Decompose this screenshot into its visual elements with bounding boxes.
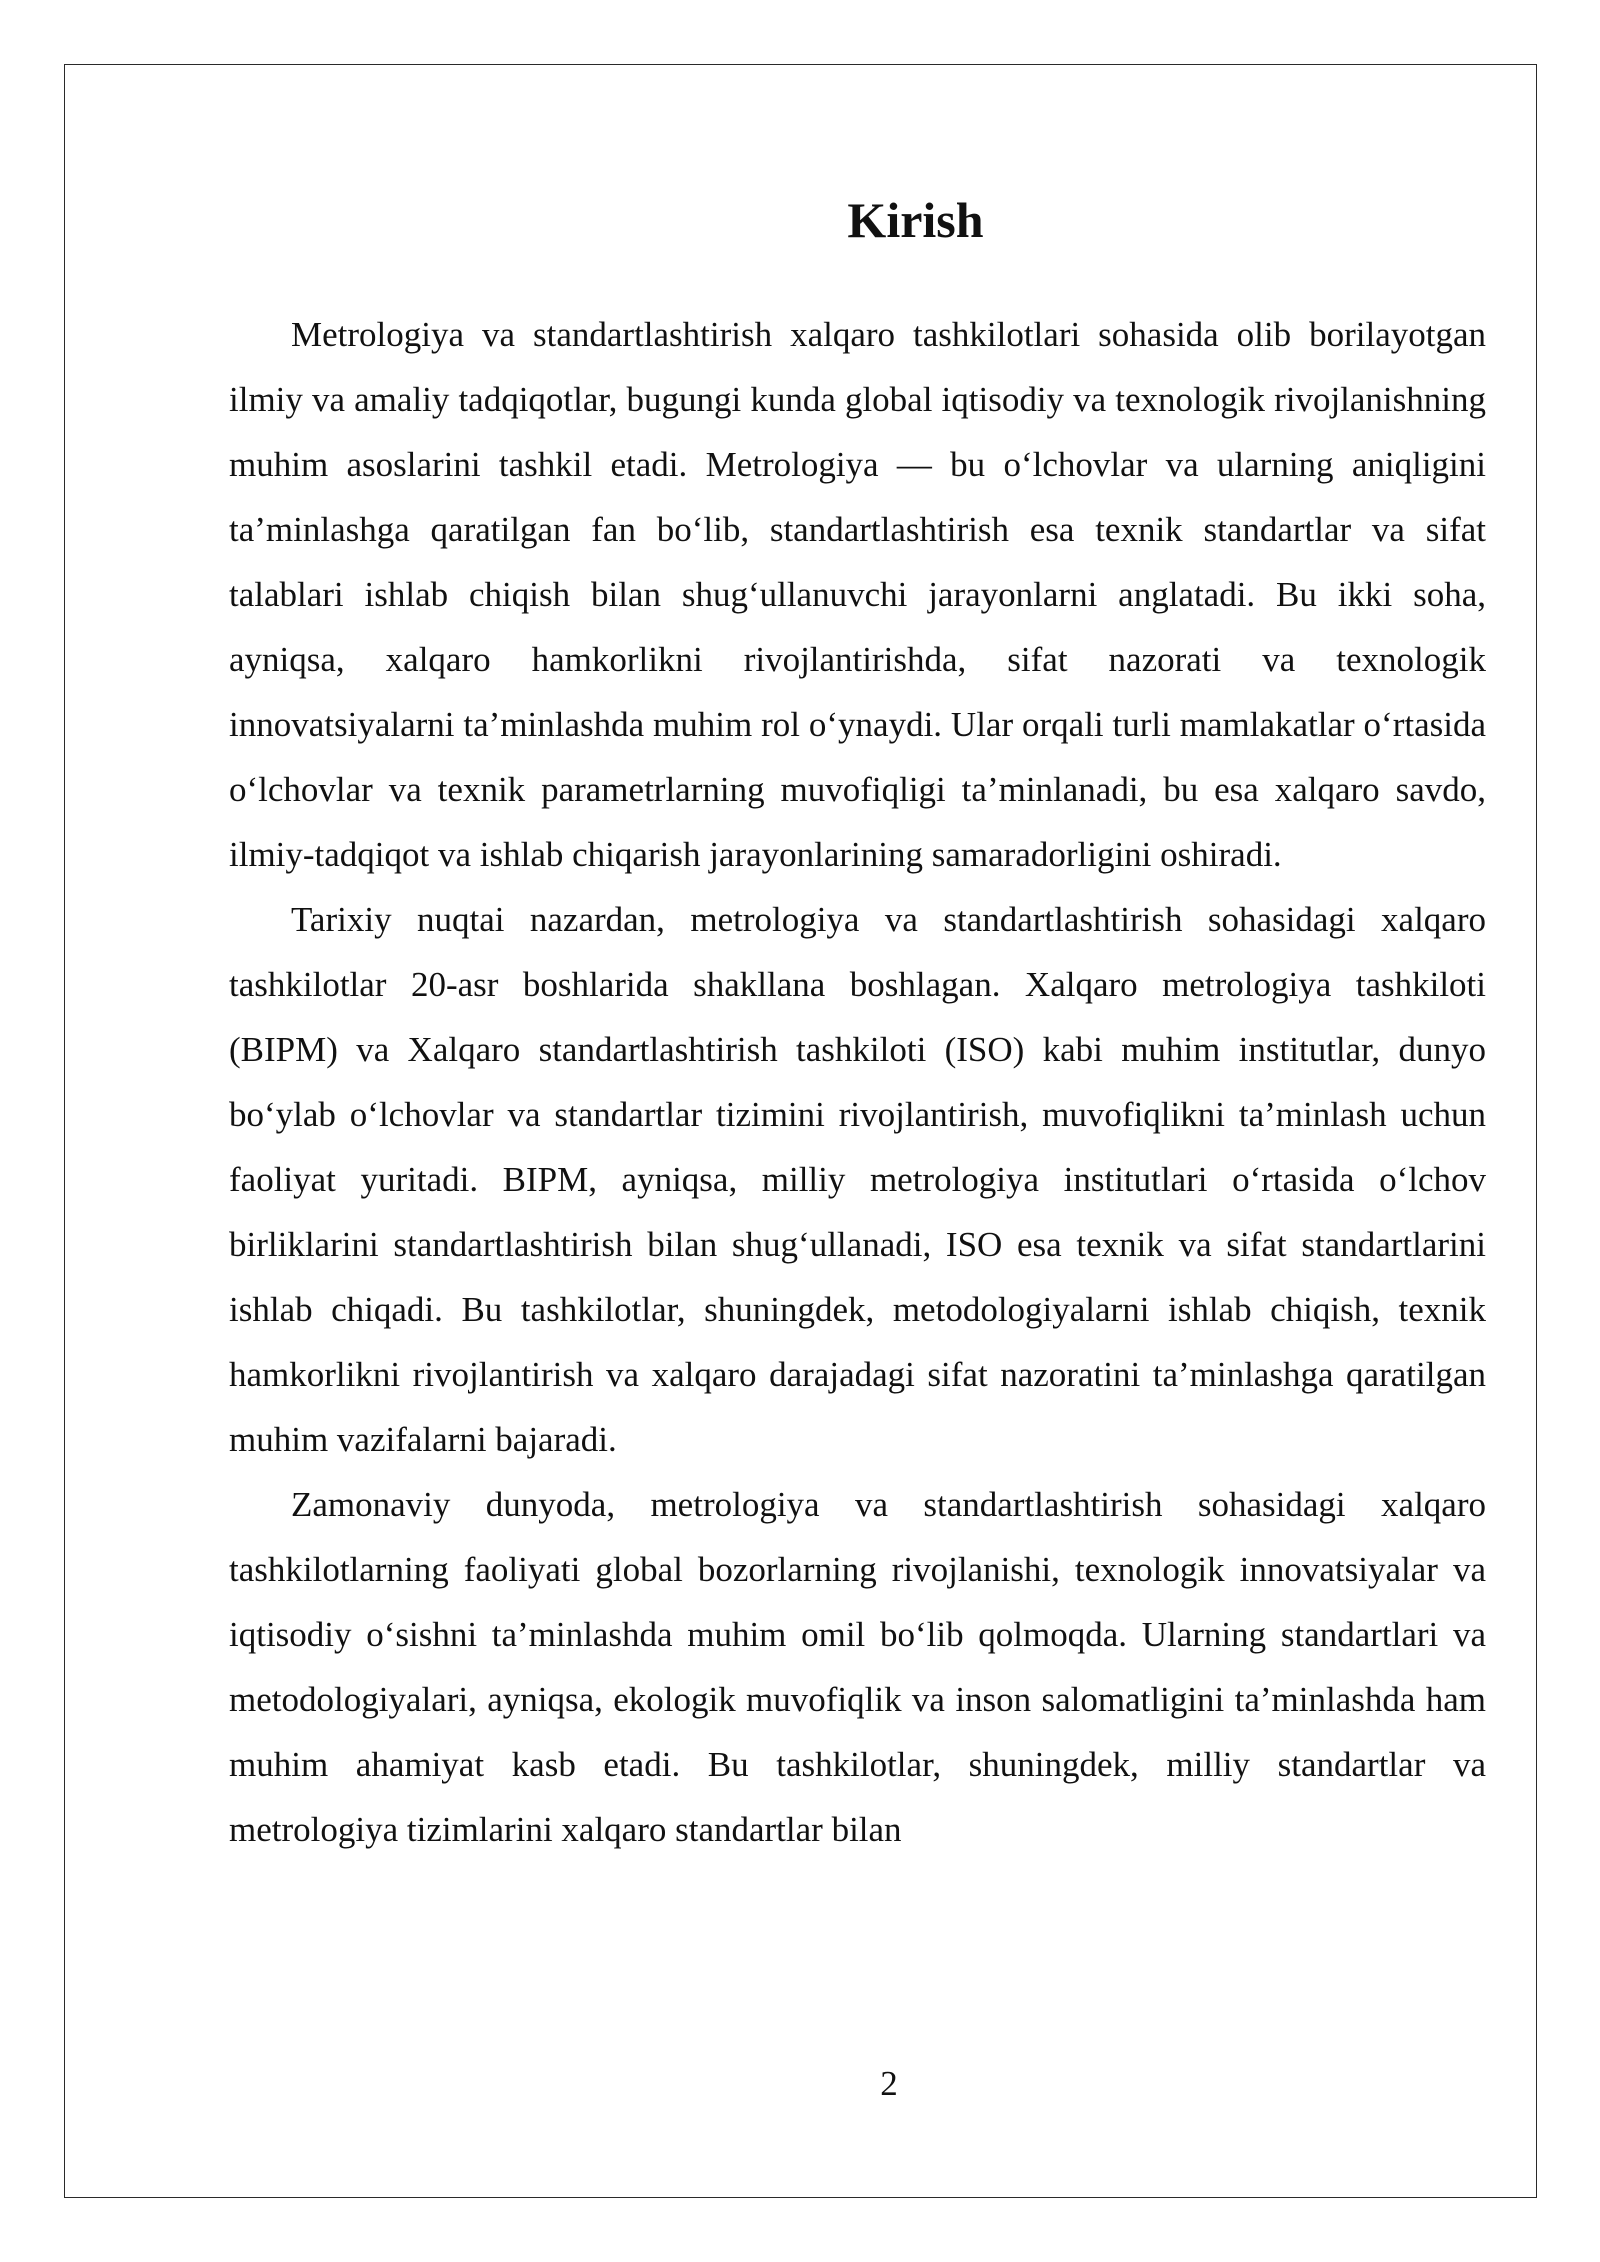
paragraph-3: Zamonaviy dunyoda, metrologiya va standartlashtirish sohasidagi xalqaro tashkilotlarning faoliyati global bozorlarning rivojlanishi, texnologik innovatsiyalar va iqtisodiy o‘sishni ta’minlashda muhim omil bo‘lib qolmoqda. Ularning standartlari va metodologiyalari, ayniqsa, ekologik muvofiqlik va inson salomatligini ta’minlashda ham muhim ahamiyat kasb etadi. Bu tashkilotlar, shuningdek, milliy standartlar va metrologiya tizimlarini xalqaro standartlar bilan	[229, 1485, 1486, 1849]
page-content	[229, 190, 1486, 1862]
page-number: 2	[880, 2064, 898, 2103]
paragraph-2: Tarixiy nuqtai nazardan, metrologiya va standartlashtirish sohasidagi xalqaro tashkilotlar 20-asr boshlarida shakllana boshlagan. Xalqaro metrologiya tashkiloti (BIPM) va Xalqaro standartlashtirish tashkiloti (ISO) kabi muhim institutlar, dunyo bo‘ylab o‘lchovlar va standartlar tizimini rivojlantirish, muvofiqlikni ta’minlash uchun faoliyat yuritadi. BIPM, ayniqsa, milliy metrologiya institutlari o‘rtasida o‘lchov birliklarini standartlashtirish bilan shug‘ullanadi, ISO esa texnik va sifat standartlarini ishlab chiqadi. Bu tashkilotlar, shuningdek, metodologiyalarni ishlab chiqish, texnik hamkorlikni rivojlantirish va xalqaro darajadagi sifat nazoratini ta’minlashga qaratilgan muhim vazifalarni bajaradi.	[229, 900, 1486, 1459]
page-title: Kirish	[847, 192, 984, 248]
paragraph-1: Metrologiya va standartlashtirish xalqaro tashkilotlari sohasida olib borilayotgan ilmiy va amaliy tadqiqotlar, bugungi kunda global iqtisodiy va texnologik rivojlanishning muhim asoslarini tashkil etadi. Metrologiya — bu o‘lchovlar va ularning aniqligini ta’minlashga qaratilgan fan bo‘lib, standartlashtirish esa texnik standartlar va sifat talablari ishlab chiqish bilan shug‘ullanuvchi jarayonlarni anglatadi. Bu ikki soha, ayniqsa, xalqaro hamkorlikni rivojlantirishda, sifat nazorati va texnologik innovatsiyalarni ta’minlashda muhim rol o‘ynaydi. Ular orqali turli mamlakatlar o‘rtasida o‘lchovlar va texnik parametrlarning muvofiqligi ta’minlanadi, bu esa xalqaro savdo, ilmiy-tadqiqot va ishlab chiqarish jarayonlarining samaradorligini oshiradi.	[229, 315, 1486, 874]
